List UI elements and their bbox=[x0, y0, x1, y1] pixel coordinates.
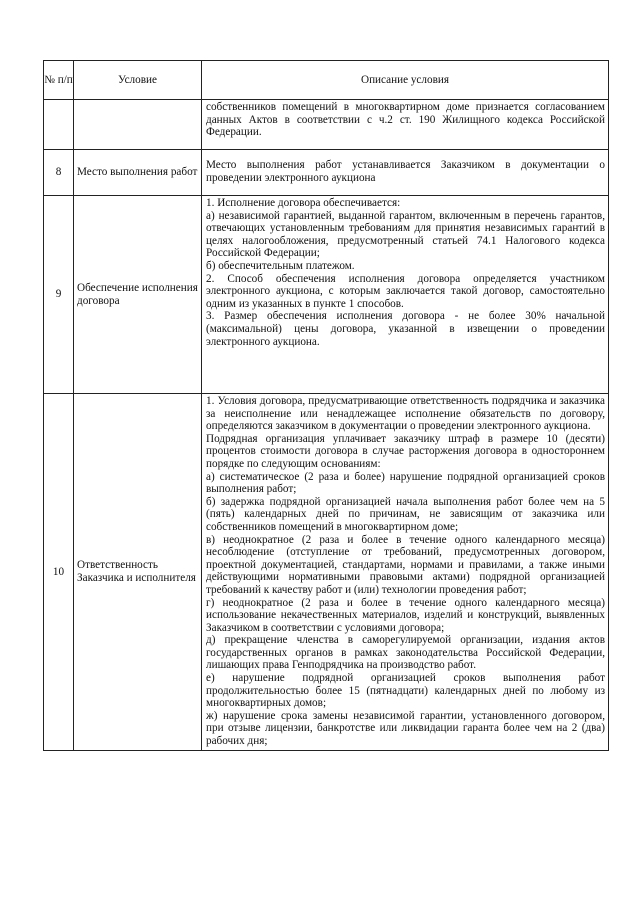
cell-description bbox=[202, 150, 609, 196]
cell-num bbox=[44, 100, 74, 150]
table-row-9 bbox=[44, 196, 609, 394]
cell-condition: Ответственность Заказчика и исполнителя bbox=[74, 394, 202, 751]
cell-condition bbox=[74, 100, 202, 150]
cell-condition: Место выполнения работ bbox=[74, 150, 202, 196]
paragraph: г) неоднократное (2 раза и более в течение одного календарного месяца) использование некачественных материалов, изделий и конструкций, выявленных Заказчиком в соответствии с условиями договора; bbox=[206, 596, 605, 634]
table-row-8 bbox=[44, 150, 609, 196]
paragraph: в) неоднократное (2 раза и более в течение одного календарного месяца) несоблюдение (отступление от требований, предусмотренных договором, проектной документацией, стандартами, нормами и правилами, а также иными действующими нормативными правовыми актами) подрядной организацией требований к качеству работ и (или) технологии проведения работ; bbox=[206, 533, 605, 596]
paragraph: ж) нарушение срока замены независимой гарантии, установленного договором, при отзыве лицензии, банкротстве или ликвидации гаранта более чем на 2 (два) рабочих дня; bbox=[206, 709, 605, 748]
cell-condition: Обеспечение исполнения договора bbox=[74, 196, 202, 394]
cell-num: 9 bbox=[44, 196, 74, 394]
header-condition: Условие bbox=[74, 61, 202, 100]
paragraph: д) прекращение членства в саморегулируемой организации, издания актов государственных органов в рамках законодательства Российской Федерации, лишающих права Генподрядчика на производство работ. bbox=[206, 634, 605, 672]
paragraph: а) независимой гарантией, выданной гарантом, включенным в перечень гарантов, отвечающих установленным требованиям для принятия независимых гарантий в целях налогообложения, предусмотренный статьей 74.1 Налогового кодекса Российской Федерации; bbox=[206, 209, 605, 260]
paragraph: 2. Способ обеспечения исполнения договора определяется участником электронного аукциона, с которым заключается такой договор, самостоятельно одним из указанных в пункте 1 способов. bbox=[206, 272, 605, 310]
paragraph: е) нарушение подрядной организацией сроков выполнения работ продолжительностью более 15 (пятнадцати) календарных дней по любому из многоквартирных домов; bbox=[206, 672, 605, 710]
cell-num: 10 bbox=[44, 394, 74, 751]
paragraph: Место выполнения работ устанавливается Заказчиком в документации о проведении электронного аукциона bbox=[206, 159, 605, 184]
cell-description bbox=[202, 196, 609, 394]
table-header-row bbox=[44, 61, 609, 100]
paragraph: б) задержка подрядной организацией начала выполнения работ более чем на 5 (пять) календарных дней по причинам, не зависящим от заказчика или собственников помещений в многоквартирном доме; bbox=[206, 495, 605, 533]
paragraph: собственников помещений в многоквартирном доме признается согласованием данных Актов в соответствии с ч.2 ст. 190 Жилищного кодекса Российской Федерации. bbox=[206, 101, 605, 139]
conditions-table bbox=[43, 60, 609, 751]
paragraph: 1. Исполнение договора обеспечивается: bbox=[206, 197, 401, 209]
header-description: Описание условия bbox=[202, 61, 609, 100]
paragraph: 3. Размер обеспечения исполнения договора - не более 30% начальной (максимальной) цены договора, указанной в извещении о проведении электронного аукциона. bbox=[206, 310, 605, 348]
cell-num: 8 bbox=[44, 150, 74, 196]
paragraph: б) обеспечительным платежом. bbox=[206, 259, 355, 272]
paragraph: Подрядная организация уплачивает заказчику штраф в размере 10 (десяти) процентов стоимости договора в случае расторжения договора в одностороннем порядке по следующим основаниям: bbox=[206, 432, 605, 470]
paragraph: 1. Условия договора, предусматривающие ответственность подрядчика и заказчика за неисполнение или ненадлежащее исполнение обязательств по договору, определяются заказчиком в документации о проведении электронного аукциона. bbox=[206, 395, 605, 433]
cell-description bbox=[202, 100, 609, 150]
paragraph: а) систематическое (2 раза и более) нарушение подрядной организацией сроков выполнения работ; bbox=[206, 470, 605, 496]
cell-description bbox=[202, 394, 609, 751]
table-row-10 bbox=[44, 394, 609, 751]
table-row-continuation bbox=[44, 100, 609, 150]
header-num: № п/п bbox=[44, 61, 74, 100]
